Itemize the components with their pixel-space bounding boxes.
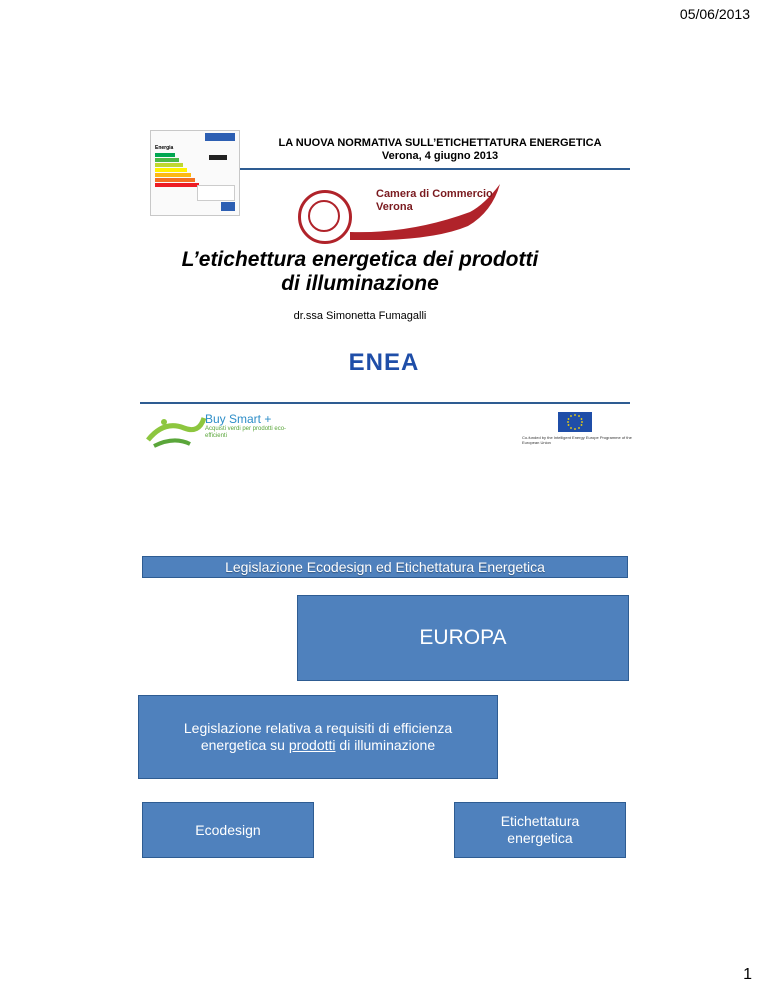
buysmart-name: Buy Smart + (205, 412, 272, 426)
legislation-line1: Legislazione relativa a requisiti di efficienza (183, 720, 453, 736)
page-date: 05/06/2013 (679, 6, 750, 22)
energy-label-image (150, 130, 240, 216)
conference-title: LA NUOVA NORMATIVA SULL’ETICHETTATURA ENERGETICA (278, 137, 602, 149)
divider (140, 402, 630, 404)
presentation-title: L’etichettura energetica dei prodotti di illuminazione (181, 248, 539, 295)
etichettatura-box: Etichettatura energetica (454, 802, 626, 858)
eu-flag-icon (558, 412, 592, 432)
slide2-heading: Legislazione Ecodesign ed Etichettatura Energetica (142, 556, 628, 578)
buysmart-tagline: Acquisti verdi per prodotti eco-efficienti (205, 426, 287, 439)
ecodesign-box: Ecodesign (142, 802, 314, 858)
divider (240, 168, 630, 170)
chamber-name: Camera di Commercio Verona (376, 188, 493, 213)
enea-logo (344, 348, 424, 374)
europa-box: EUROPA (297, 595, 629, 681)
author: dr.ssa Simonetta Fumagalli (293, 310, 427, 322)
legislation-line2: energetica su prodotti di illuminazione (200, 737, 436, 753)
title-slide (130, 122, 630, 462)
energy-label-title: Energia (155, 145, 174, 151)
page-number: 1 (743, 966, 752, 983)
legislation-box (138, 695, 498, 779)
eu-caption: Co-funded by the Intelligent Energy Europe Programme of the European Union (522, 435, 632, 445)
svg-text:ENEA: ENEA (348, 349, 420, 374)
conference-subtitle: Verona, 4 giugno 2013 (381, 150, 499, 162)
chamber-seal-icon (298, 190, 352, 244)
